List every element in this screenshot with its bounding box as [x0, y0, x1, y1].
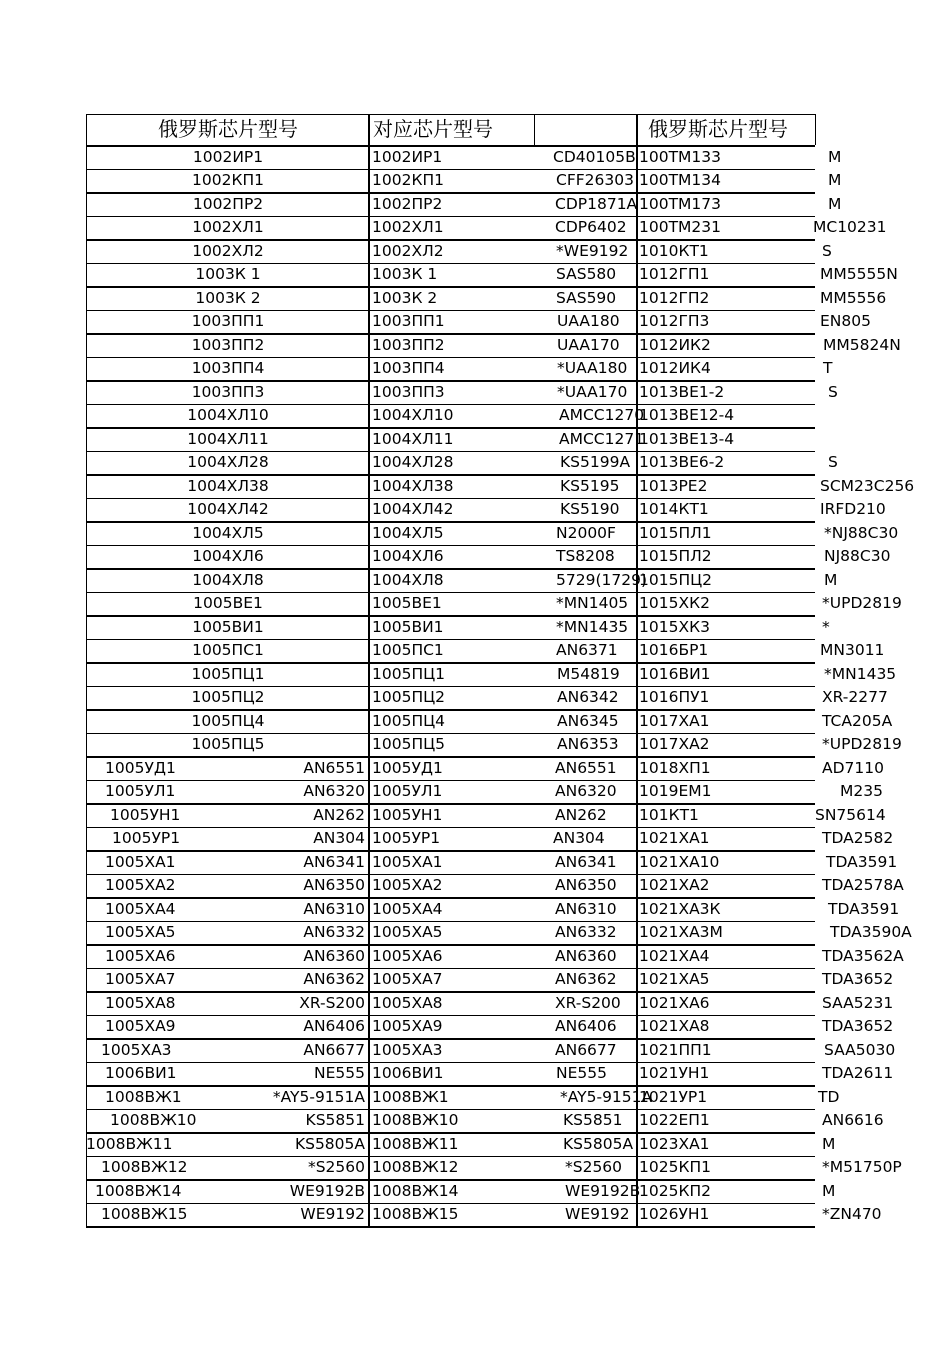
equivalent-model-cell: CFF26303	[556, 171, 634, 189]
russian-model-cell: 1004ХЛ28	[187, 453, 269, 471]
russian-model-cell: 1008ВЖ10	[110, 1111, 197, 1129]
russian-model-cell: 1016ВИ1	[639, 664, 711, 683]
equivalent-model-cell: AN6551	[303, 758, 365, 777]
russian-model-cell: 1005УД1	[372, 758, 443, 777]
russian-model-cell: 1015ПЦ2	[639, 570, 712, 589]
equivalent-model-cell: AN6616	[822, 1111, 884, 1129]
equivalent-model-cell: WE9192B	[565, 1181, 641, 1200]
russian-model-cell: 1005ХА4	[372, 899, 443, 918]
equivalent-model-cell: SN75614	[815, 805, 886, 824]
russian-model-cell: 1003ПП2	[372, 335, 445, 354]
equivalent-model-cell: AN6677	[555, 1040, 617, 1059]
equivalent-model-cell: *S2560	[307, 1158, 365, 1176]
equivalent-model-cell: AN6677	[303, 1040, 365, 1059]
grid-vline	[86, 114, 87, 1226]
russian-model-cell: 1016БР1	[639, 641, 709, 659]
russian-model-cell: 1002ИР1	[372, 147, 443, 166]
russian-model-cell: 1003ПП3	[191, 382, 265, 401]
russian-model-cell: 1012ГП2	[639, 288, 710, 307]
russian-model-cell: 1004ХЛ8	[372, 570, 444, 589]
equivalent-model-cell: TDA3652	[822, 970, 894, 988]
equivalent-model-cell: AN304	[553, 829, 605, 847]
russian-model-cell: 1002ИР1	[192, 147, 264, 166]
equivalent-model-cell: *AY5-9151A	[560, 1087, 653, 1106]
russian-model-cell: 1017ХА1	[639, 711, 710, 730]
equivalent-model-cell: AN262	[313, 805, 365, 824]
equivalent-model-cell: *S2560	[565, 1158, 623, 1176]
russian-model-cell: 1004ХЛ8	[192, 570, 264, 589]
equivalent-model-cell: *	[822, 617, 830, 636]
equivalent-model-cell: WE9192	[300, 1205, 365, 1223]
equivalent-model-cell: *UAA180	[557, 359, 628, 377]
equivalent-model-cell: KS5190	[560, 500, 620, 518]
equivalent-model-cell: *MN1435	[824, 664, 897, 683]
equivalent-model-cell: AN6551	[555, 758, 617, 777]
russian-model-cell: 1005ВИ1	[372, 617, 444, 636]
equivalent-model-cell: AN6406	[303, 1017, 365, 1035]
russian-model-cell: 1013ВЕ12-4	[639, 406, 735, 424]
grid-vline	[636, 114, 638, 1226]
russian-model-cell: 1021УН1	[639, 1064, 710, 1082]
russian-model-cell: 1005УЛ1	[372, 782, 443, 800]
equivalent-model-cell: KS5851	[563, 1111, 623, 1129]
equivalent-model-cell: AN6353	[557, 735, 619, 753]
equivalent-model-cell: EN805	[820, 312, 871, 330]
russian-model-cell: 1003К 1	[195, 265, 261, 283]
russian-model-cell: 1019ЕМ1	[639, 782, 712, 800]
russian-model-cell: 1005ВЕ1	[193, 594, 263, 612]
russian-model-cell: 1021ХА10	[639, 852, 720, 871]
equivalent-model-cell: CDP1871A	[555, 194, 638, 213]
equivalent-model-cell: MM5824N	[823, 335, 901, 354]
russian-model-cell: 1021ХА5	[639, 970, 710, 988]
equivalent-model-cell: NJ88C30	[824, 547, 891, 565]
equivalent-model-cell: M	[824, 570, 838, 589]
russian-model-cell: 1005УД1	[105, 758, 176, 777]
equivalent-model-cell: AN6332	[555, 923, 617, 941]
russian-model-cell: 1008ВЖ1	[105, 1087, 182, 1106]
russian-model-cell: 1003К 2	[195, 288, 261, 307]
russian-model-cell: 1003ПП4	[372, 359, 445, 377]
russian-model-cell: 1005ХА7	[105, 970, 176, 988]
equivalent-model-cell: *M51750P	[822, 1158, 902, 1176]
equivalent-model-cell: SAS590	[556, 288, 617, 307]
equivalent-model-cell: AN6310	[555, 899, 617, 918]
equivalent-model-cell: WE9192B	[289, 1181, 365, 1200]
grid-hline	[86, 1226, 815, 1228]
equivalent-model-cell: CDP6402	[555, 218, 627, 236]
equivalent-model-cell: *UAA170	[557, 382, 628, 401]
russian-model-cell: 1005ПС1	[372, 641, 444, 659]
russian-model-cell: 1005ХА6	[105, 946, 176, 965]
equivalent-model-cell: AN6362	[303, 970, 365, 988]
russian-model-cell: 1002ХЛ2	[192, 241, 264, 260]
russian-model-cell: 1004ХЛ11	[187, 429, 269, 448]
russian-model-cell: 1004ХЛ6	[192, 547, 264, 565]
russian-model-cell: 1005ПЦ5	[191, 735, 265, 753]
equivalent-model-cell: TDA2611	[822, 1064, 894, 1082]
russian-model-cell: 1008ВЖ11	[372, 1134, 459, 1153]
equivalent-model-cell: XR-S200	[299, 993, 365, 1012]
equivalent-model-cell: M235	[840, 782, 883, 800]
equivalent-model-cell: *UPD2819	[822, 735, 902, 753]
russian-model-cell: 1006ВИ1	[372, 1064, 444, 1082]
russian-model-cell: 1004ХЛ10	[187, 406, 269, 424]
equivalent-model-cell: TD	[818, 1087, 840, 1106]
russian-model-cell: 1005ХА3	[101, 1040, 172, 1059]
equivalent-model-cell: TDA3562A	[822, 946, 904, 965]
equivalent-model-cell: AN6320	[303, 782, 365, 800]
equivalent-model-cell: M	[828, 194, 842, 213]
russian-model-cell: 1005ХА5	[105, 923, 176, 941]
header-col2: 对应芯片型号	[373, 117, 493, 141]
equivalent-model-cell: S	[828, 453, 838, 471]
russian-model-cell: 1005ХА8	[372, 993, 443, 1012]
equivalent-model-cell: NE555	[314, 1064, 365, 1082]
russian-model-cell: 1002ПР2	[372, 194, 443, 213]
russian-model-cell: 1010КТ1	[639, 241, 709, 260]
russian-model-cell: 1016ПУ1	[639, 688, 710, 706]
russian-model-cell: 1012ГП3	[639, 312, 710, 330]
russian-model-cell: 1003ПП1	[372, 312, 445, 330]
equivalent-model-cell: *MN1405	[556, 594, 629, 612]
equivalent-model-cell: *MN1435	[556, 617, 629, 636]
equivalent-model-cell: TDA3591	[826, 852, 898, 871]
equivalent-model-cell: AMCC1270	[559, 406, 645, 424]
russian-model-cell: 1008ВЖ15	[101, 1205, 188, 1223]
russian-model-cell: 1005ХА9	[372, 1017, 443, 1035]
equivalent-model-cell: AN304	[313, 829, 365, 847]
russian-model-cell: 1021ХА6	[639, 993, 710, 1012]
russian-model-cell: 1004ХЛ11	[372, 429, 454, 448]
equivalent-model-cell: *AY5-9151A	[272, 1087, 365, 1106]
russian-model-cell: 1004ХЛ5	[192, 523, 264, 542]
equivalent-model-cell: M	[828, 171, 842, 189]
equivalent-model-cell: AN6360	[555, 946, 617, 965]
russian-model-cell: 1008ВЖ11	[86, 1134, 173, 1153]
equivalent-model-cell: AN6360	[303, 946, 365, 965]
equivalent-model-cell: S	[822, 241, 832, 260]
equivalent-model-cell: MC10231	[813, 218, 887, 236]
russian-model-cell: 1012ИК4	[639, 359, 711, 377]
russian-model-cell: 1021УР1	[639, 1087, 708, 1106]
russian-model-cell: 1004ХЛ42	[372, 500, 454, 518]
grid-hline	[86, 803, 815, 805]
russian-model-cell: 1005ПЦ1	[372, 664, 445, 683]
russian-model-cell: 1018ХП1	[639, 758, 711, 777]
russian-model-cell: 1021ХА3К	[639, 899, 721, 918]
equivalent-model-cell: SCM23C256	[820, 476, 915, 495]
russian-model-cell: 1008ВЖ10	[372, 1111, 459, 1129]
russian-model-cell: 1012ГП1	[639, 265, 710, 283]
russian-model-cell: 1005ХА5	[372, 923, 443, 941]
equivalent-model-cell: KS5805A	[294, 1134, 365, 1153]
russian-model-cell: 1002КП1	[192, 171, 264, 189]
equivalent-model-cell: XR-S200	[555, 993, 621, 1012]
russian-model-cell: 100ТМ133	[639, 147, 722, 166]
russian-model-cell: 1004ХЛ38	[187, 476, 269, 495]
russian-model-cell: 1005УН1	[372, 805, 443, 824]
equivalent-model-cell: UAA180	[557, 312, 620, 330]
russian-model-cell: 1004ХЛ42	[187, 500, 269, 518]
russian-model-cell: 1021ХА4	[639, 946, 710, 965]
equivalent-model-cell: KS5199A	[560, 453, 631, 471]
russian-model-cell: 1004ХЛ28	[372, 453, 454, 471]
russian-model-cell: 1005ПЦ2	[372, 688, 445, 706]
russian-model-cell: 1014КТ1	[639, 500, 709, 518]
russian-model-cell: 1004ХЛ6	[372, 547, 444, 565]
russian-model-cell: 1005ХА1	[105, 852, 176, 871]
russian-model-cell: 1015ХК3	[639, 617, 710, 636]
russian-model-cell: 1013ВЕ6-2	[639, 453, 725, 471]
russian-model-cell: 100ТМ231	[639, 218, 722, 236]
russian-model-cell: 1004ХЛ5	[372, 523, 444, 542]
russian-model-cell: 100ТМ173	[639, 194, 722, 213]
equivalent-model-cell: UAA170	[557, 335, 620, 354]
russian-model-cell: 1021ХА8	[639, 1017, 710, 1035]
equivalent-model-cell: AN6341	[303, 852, 365, 871]
equivalent-model-cell: TDA3652	[822, 1017, 894, 1035]
equivalent-model-cell: M	[822, 1134, 836, 1153]
equivalent-model-cell: N2000F	[556, 523, 616, 542]
russian-model-cell: 1006ВИ1	[105, 1064, 177, 1082]
russian-model-cell: 1012ИК2	[639, 335, 711, 354]
russian-model-cell: 1008ВЖ12	[101, 1158, 188, 1176]
russian-model-cell: 1021ПП1	[639, 1040, 712, 1059]
russian-model-cell: 1017ХА2	[639, 735, 710, 753]
russian-model-cell: 1003ПП4	[191, 359, 265, 377]
equivalent-model-cell: XR-2277	[822, 688, 888, 706]
equivalent-model-cell: AN6345	[557, 711, 619, 730]
russian-model-cell: 1005ХА9	[105, 1017, 176, 1035]
russian-model-cell: 1008ВЖ14	[372, 1181, 459, 1200]
russian-model-cell: 1025КП1	[639, 1158, 711, 1176]
russian-model-cell: 1005ПЦ2	[191, 688, 265, 706]
equivalent-model-cell: MM5556	[820, 288, 887, 307]
russian-model-cell: 1022ЕП1	[639, 1111, 710, 1129]
grid-vline	[815, 114, 816, 145]
russian-model-cell: 1003ПП1	[191, 312, 265, 330]
equivalent-model-cell: *NJ88C30	[824, 523, 899, 542]
equivalent-model-cell: S	[828, 382, 838, 401]
russian-model-cell: 1021ХА2	[639, 876, 710, 894]
russian-model-cell: 1005ПЦ5	[372, 735, 445, 753]
russian-model-cell: 1003К 2	[372, 288, 438, 307]
russian-model-cell: 1008ВЖ15	[372, 1205, 459, 1223]
equivalent-model-cell: AN262	[555, 805, 607, 824]
equivalent-model-cell: TDA2578A	[822, 876, 904, 894]
equivalent-model-cell: TCA205A	[822, 711, 893, 730]
russian-model-cell: 1004ХЛ38	[372, 476, 454, 495]
russian-model-cell: 1015ХК2	[639, 594, 710, 612]
russian-model-cell: 1003К 1	[372, 265, 438, 283]
grid-vline	[534, 114, 535, 145]
russian-model-cell: 1005ХА2	[105, 876, 176, 894]
equivalent-model-cell: KS5805A	[563, 1134, 634, 1153]
russian-model-cell: 1002ХЛ1	[192, 218, 264, 236]
russian-model-cell: 1002ХЛ1	[372, 218, 444, 236]
russian-model-cell: 1004ХЛ10	[372, 406, 454, 424]
equivalent-model-cell: IRFD210	[820, 500, 886, 518]
russian-model-cell: 1013ВЕ1-2	[639, 382, 725, 401]
russian-model-cell: 1026УН1	[639, 1205, 710, 1223]
equivalent-model-cell: AN6332	[303, 923, 365, 941]
russian-model-cell: 1005УР1	[112, 829, 181, 847]
equivalent-model-cell: AN6406	[555, 1017, 617, 1035]
russian-model-cell: 1005ХА6	[372, 946, 443, 965]
equivalent-model-cell: SAA5030	[824, 1040, 896, 1059]
equivalent-model-cell: AN6341	[555, 852, 617, 871]
russian-model-cell: 1005ХА8	[105, 993, 176, 1012]
equivalent-model-cell: NE555	[556, 1064, 607, 1082]
equivalent-model-cell: CD40105B	[553, 147, 636, 166]
equivalent-model-cell: TS8208	[556, 547, 615, 565]
equivalent-model-cell: AN6350	[555, 876, 617, 894]
russian-model-cell: 1005УР1	[372, 829, 441, 847]
equivalent-model-cell: T	[823, 359, 833, 377]
equivalent-model-cell: TDA2582	[822, 829, 894, 847]
russian-model-cell: 1025КП2	[639, 1181, 711, 1200]
russian-model-cell: 1002КП1	[372, 171, 444, 189]
equivalent-model-cell: AMCC1271	[559, 429, 645, 448]
russian-model-cell: 1005ХА7	[372, 970, 443, 988]
equivalent-model-cell: AN6371	[556, 641, 618, 659]
russian-model-cell: 1005ПЦ4	[191, 711, 265, 730]
equivalent-model-cell: M	[828, 147, 842, 166]
equivalent-model-cell: TDA3591	[828, 899, 900, 918]
russian-model-cell: 1005ХА1	[372, 852, 443, 871]
equivalent-model-cell: AN6342	[557, 688, 619, 706]
equivalent-model-cell: KS5851	[305, 1111, 365, 1129]
russian-model-cell: 1015ПЛ2	[639, 547, 712, 565]
russian-model-cell: 1005ВЕ1	[372, 594, 442, 612]
russian-model-cell: 1021ХА1	[639, 829, 710, 847]
russian-model-cell: 1005ПЦ4	[372, 711, 445, 730]
equivalent-model-cell: *ZN470	[822, 1205, 882, 1223]
equivalent-model-cell: MN3011	[820, 641, 885, 659]
equivalent-model-cell: AD7110	[822, 758, 884, 777]
russian-model-cell: 101КТ1	[639, 805, 699, 824]
russian-model-cell: 1005ВИ1	[192, 617, 264, 636]
equivalent-model-cell: TDA3590A	[830, 923, 912, 941]
russian-model-cell: 1003ПП3	[372, 382, 445, 401]
russian-model-cell: 1021ХА3М	[639, 923, 723, 941]
russian-model-cell: 1015ПЛ1	[639, 523, 712, 542]
equivalent-model-cell: 5729(1729)	[556, 570, 647, 589]
header-col4: 俄罗斯芯片型号	[648, 117, 788, 141]
russian-model-cell: 1002ПР2	[192, 194, 264, 213]
russian-model-cell: 1005ХА3	[372, 1040, 443, 1059]
equivalent-model-cell: M	[822, 1181, 836, 1200]
equivalent-model-cell: AN6320	[555, 782, 617, 800]
equivalent-model-cell: WE9192	[565, 1205, 630, 1223]
russian-model-cell: 1005УЛ1	[105, 782, 176, 800]
equivalent-model-cell: *WE9192	[556, 241, 629, 260]
russian-model-cell: 1005ХА4	[105, 899, 176, 918]
russian-model-cell: 1003ПП2	[191, 335, 265, 354]
equivalent-model-cell: KS5195	[560, 476, 620, 495]
equivalent-model-cell: SAS580	[556, 265, 617, 283]
equivalent-model-cell: SAA5231	[822, 993, 894, 1012]
russian-model-cell: 1005ПЦ1	[191, 664, 265, 683]
russian-model-cell: 1002ХЛ2	[372, 241, 444, 260]
header-col1: 俄罗斯芯片型号	[158, 117, 298, 141]
russian-model-cell: 100ТМ134	[639, 171, 722, 189]
equivalent-model-cell: *UPD2819	[822, 594, 902, 612]
equivalent-model-cell: AN6362	[555, 970, 617, 988]
equivalent-model-cell: AN6310	[303, 899, 365, 918]
russian-model-cell: 1008ВЖ1	[372, 1087, 449, 1106]
russian-model-cell: 1023ХА1	[639, 1134, 710, 1153]
russian-model-cell: 1008ВЖ14	[95, 1181, 182, 1200]
grid-vline	[368, 114, 370, 1226]
russian-model-cell: 1013ВЕ13-4	[639, 429, 735, 448]
russian-model-cell: 1005УН1	[110, 805, 181, 824]
equivalent-model-cell: MM5555N	[820, 265, 898, 283]
russian-model-cell: 1013РЕ2	[639, 476, 708, 495]
russian-model-cell: 1005ПС1	[192, 641, 264, 659]
equivalent-model-cell: AN6350	[303, 876, 365, 894]
russian-model-cell: 1005ХА2	[372, 876, 443, 894]
russian-model-cell: 1008ВЖ12	[372, 1158, 459, 1176]
equivalent-model-cell: M54819	[557, 664, 620, 683]
